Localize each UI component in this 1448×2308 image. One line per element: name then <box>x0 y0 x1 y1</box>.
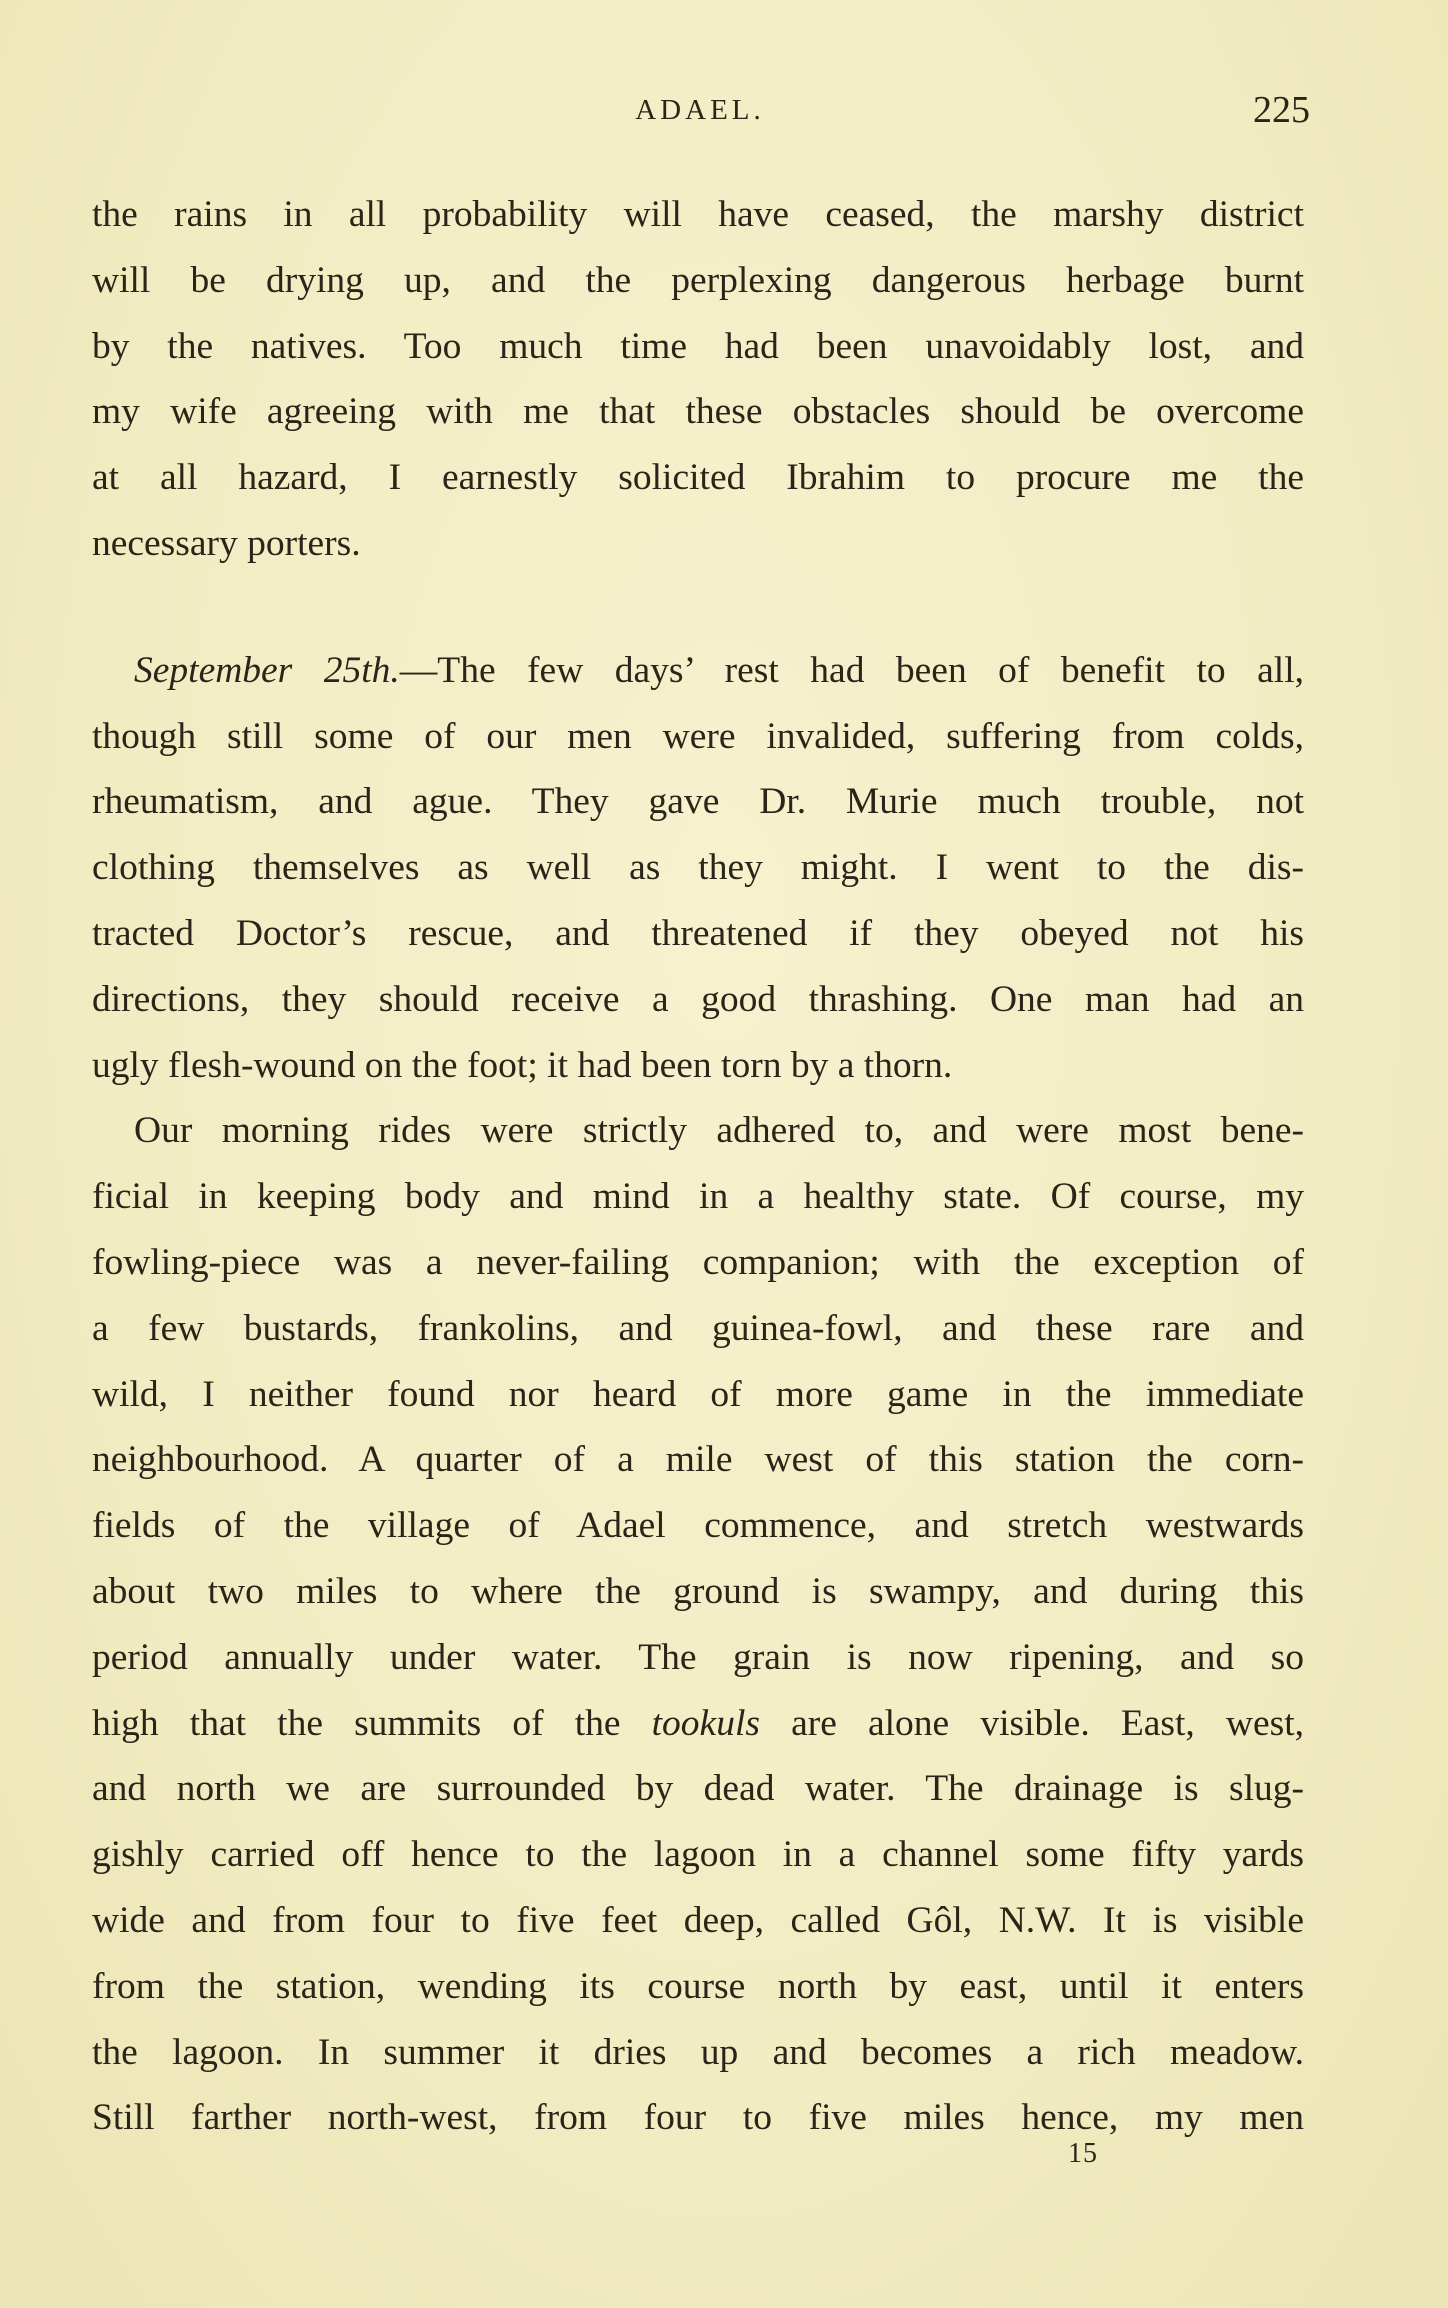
text-run: high that the summits of the <box>92 1702 652 1744</box>
page-number: 225 <box>1253 89 1310 131</box>
body-text <box>92 182 1304 2151</box>
text-line: ficial in keeping body and mind in a healthy state. Of course, my <box>92 1176 1304 1218</box>
paragraph-3 <box>92 1098 1304 2151</box>
text-line: about two miles to where the ground is swampy, and during this <box>92 1570 1304 1612</box>
paragraph-2 <box>92 638 1304 1099</box>
text-line: though still some of our men were invalided, suffering from colds, <box>92 715 1304 757</box>
text-line: ugly flesh-wound on the foot; it had been torn by a thorn. <box>92 1044 953 1086</box>
text-line: directions, they should receive a good thrashing. One man had an <box>92 978 1304 1020</box>
text-line: wide and from four to five feet deep, called Gôl, N.W. It is visible <box>92 1899 1304 1941</box>
text-line: period annually under water. The grain is now ripening, and so <box>92 1636 1304 1678</box>
text-line: wild, I neither found nor heard of more game in the immediate <box>92 1373 1304 1415</box>
text-line: a few bustards, frankolins, and guinea-fowl, and these rare and <box>92 1307 1304 1349</box>
text-run: are alone visible. East, west, <box>759 1702 1304 1744</box>
text-line <box>92 1691 1304 1757</box>
text-line: and north we are surrounded by dead water. The drainage is slug- <box>92 1768 1304 1810</box>
text-line: neighbourhood. A quarter of a mile west of this station the corn- <box>92 1439 1304 1481</box>
text-line: by the natives. Too much time had been unavoidably lost, and <box>92 325 1304 367</box>
text-line: tracted Doctor’s rescue, and threatened if they obeyed not his <box>92 912 1304 954</box>
text-line: gishly carried off hence to the lagoon in a channel some fifty yards <box>92 1834 1304 1876</box>
text-line: fowling-piece was a never-failing companion; with the exception of <box>92 1241 1304 1283</box>
section-gap <box>92 577 1304 638</box>
text-line: from the station, wending its course north by east, until it enters <box>92 1965 1304 2007</box>
running-head <box>90 88 1310 138</box>
text-line: fields of the village of Adael commence, and stretch westwards <box>92 1505 1304 1547</box>
text-line <box>92 638 1304 704</box>
entry-date: September 25th. <box>134 649 400 691</box>
paragraph-1 <box>92 182 1304 577</box>
text-line: Still farther north-west, from four to five miles hence, my men <box>92 2097 1304 2139</box>
text-line: necessary porters. <box>92 522 361 564</box>
text-line: my wife agreeing with me that these obstacles should be overcome <box>92 391 1304 433</box>
text-line: the rains in all probability will have ceased, the marshy district <box>92 194 1304 235</box>
text-run: —The few days’ rest had been of benefit to all, <box>399 649 1304 691</box>
text-line: at all hazard, I earnestly solicited Ibrahim to procure me the <box>92 457 1304 499</box>
italic-term: tookuls <box>651 1702 760 1744</box>
signature-mark: 15 <box>1068 2138 1098 2169</box>
text-line: will be drying up, and the perplexing dangerous herbage burnt <box>92 259 1304 301</box>
text-line: Our morning rides were strictly adhered to, and were most bene- <box>134 1110 1304 1152</box>
text-line: rheumatism, and ague. They gave Dr. Murie much trouble, not <box>92 781 1304 823</box>
running-title: ADAEL. <box>635 94 765 126</box>
text-line: the lagoon. In summer it dries up and becomes a rich meadow. <box>92 2031 1304 2073</box>
text-line: clothing themselves as well as they might. I went to the dis- <box>92 847 1304 889</box>
